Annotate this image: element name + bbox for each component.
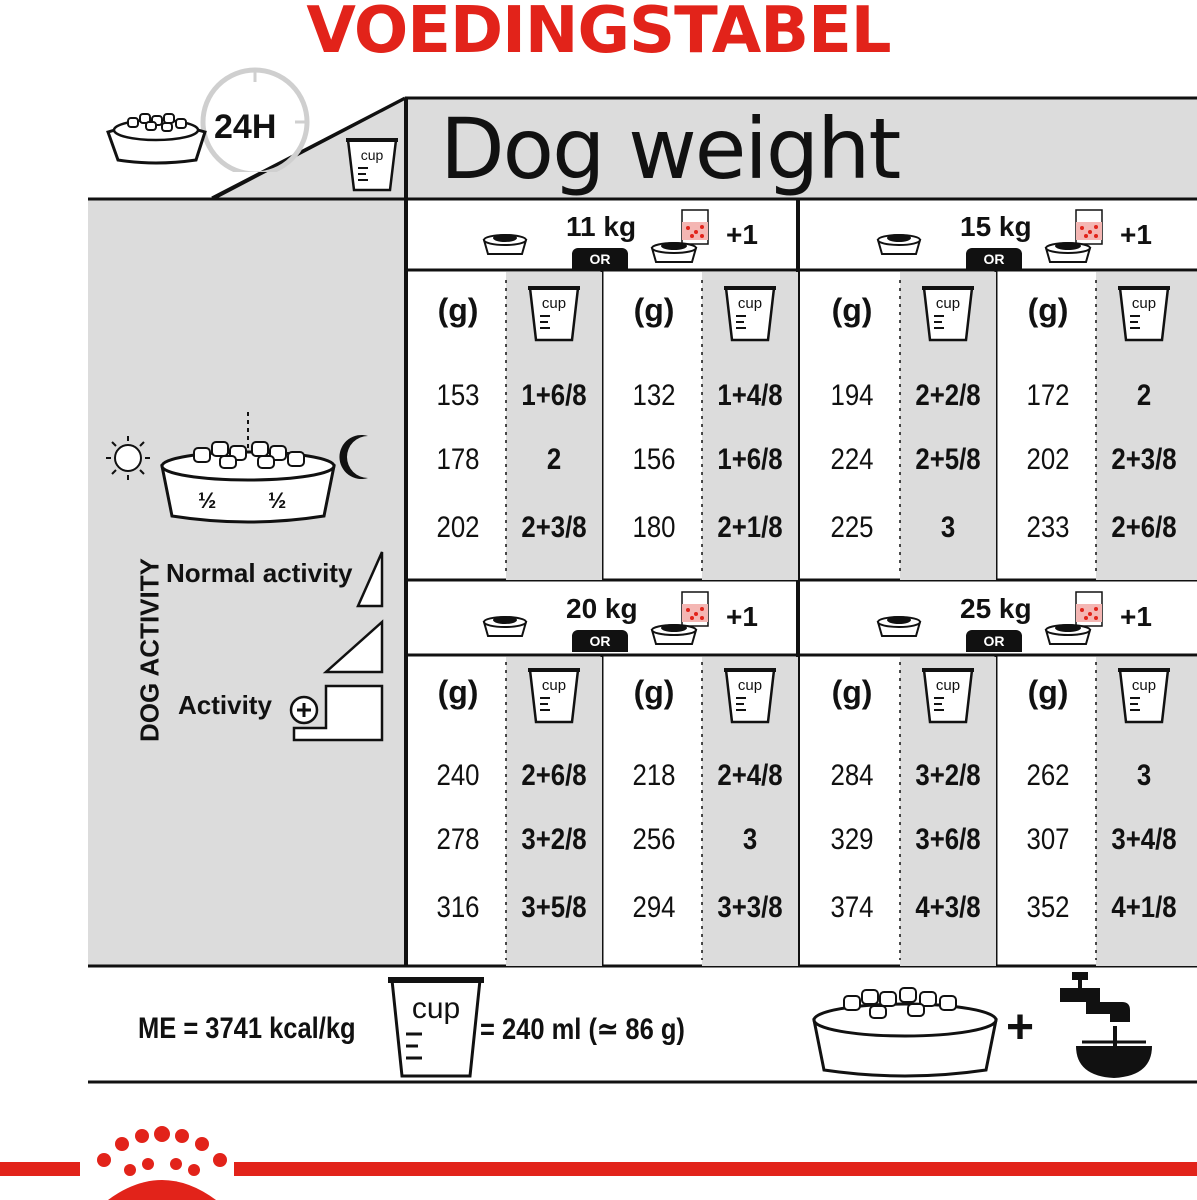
cups-cell: 4+3/8	[915, 891, 981, 924]
normal-activity-label: Normal activity	[166, 558, 353, 588]
grams-cell: 329	[830, 823, 874, 856]
grams-cell: 233	[1026, 511, 1070, 544]
duration-label: 24H	[214, 108, 277, 146]
cup-icon	[722, 662, 778, 726]
grams-cell: 178	[436, 443, 480, 476]
svg-text:cup: cup	[1131, 295, 1157, 312]
grams-cell: 172	[1026, 379, 1070, 412]
cups-cell: 3+2/8	[521, 823, 587, 856]
cups-cell: 1+4/8	[717, 379, 783, 412]
cup-icon	[526, 280, 582, 344]
or-badge: OR	[572, 248, 628, 270]
cup-icon	[920, 280, 976, 344]
cups-cell: 3+3/8	[717, 891, 783, 924]
grams-cell: 180	[632, 511, 676, 544]
cups-cell: 2+2/8	[915, 379, 981, 412]
cup-icon	[344, 134, 400, 194]
grams-header: (g)	[1027, 674, 1069, 710]
cups-cell: 3	[1136, 759, 1152, 792]
svg-text:cup: cup	[541, 677, 567, 694]
grams-cell: 218	[632, 759, 676, 792]
cups-cell: 2+4/8	[717, 759, 783, 792]
cup-icon	[526, 662, 582, 726]
grams-header: (g)	[831, 674, 873, 710]
grams-cell: 316	[436, 891, 480, 924]
cups-cell: 2	[546, 443, 562, 476]
crown-logo-icon	[97, 1126, 227, 1200]
dry-food-bowl-icon	[480, 228, 530, 256]
or-badge: OR	[572, 630, 628, 652]
cup-equivalence: = 240 ml (≃ 86 g)	[480, 1013, 685, 1046]
grams-cell: 132	[632, 379, 676, 412]
grams-header: (g)	[437, 674, 479, 710]
brand-bar	[0, 1120, 1197, 1200]
svg-text:cup: cup	[737, 295, 763, 312]
grams-header: (g)	[437, 292, 479, 328]
footer-plus: +	[1006, 1001, 1035, 1054]
cups-cell: 3	[742, 823, 758, 856]
grams-cell: 284	[830, 759, 874, 792]
cup-icon	[1116, 280, 1172, 344]
cups-cell: 3+6/8	[915, 823, 981, 856]
activity-level-icons	[282, 548, 388, 748]
daily-bowl-icon	[100, 62, 320, 172]
grams-header: (g)	[633, 292, 675, 328]
grams-header: (g)	[831, 292, 873, 328]
page-title: VOEDINGSTABEL	[306, 0, 891, 68]
grams-cell: 294	[632, 891, 676, 924]
cup-label: cup	[360, 147, 384, 163]
wet-pouch-count: +1	[726, 601, 758, 632]
cups-cell: 2+6/8	[521, 759, 587, 792]
wet-food-bowl-icon	[650, 590, 712, 646]
cups-cell: 2+1/8	[717, 511, 783, 544]
grams-cell: 256	[632, 823, 676, 856]
grams-cell: 153	[436, 379, 480, 412]
svg-text:cup: cup	[1131, 677, 1157, 694]
wet-food-bowl-icon	[650, 208, 712, 264]
bowl-and-water-icon	[810, 970, 1190, 1082]
cups-cell: 2+3/8	[521, 511, 587, 544]
cups-cell: 2+3/8	[1111, 443, 1177, 476]
cups-cell: 3+2/8	[915, 759, 981, 792]
weight-label: 11 kg	[566, 211, 637, 242]
or-badge: OR	[966, 630, 1022, 652]
wet-pouch-count: +1	[1120, 601, 1152, 632]
weight-label: 20 kg	[566, 593, 638, 624]
cups-cell: 3+5/8	[521, 891, 587, 924]
high-activity-label: Activity	[178, 690, 272, 720]
grams-cell: 194	[830, 379, 874, 412]
grams-cell: 202	[1026, 443, 1070, 476]
wet-pouch-count: +1	[726, 219, 758, 250]
day-night-bowl-icon	[98, 408, 368, 538]
cups-cell: 3+4/8	[1111, 823, 1177, 856]
dry-food-bowl-icon	[480, 610, 530, 638]
wet-food-bowl-icon	[1044, 208, 1106, 264]
cups-cell: 1+6/8	[521, 379, 587, 412]
half-right-label: ½	[268, 488, 287, 513]
svg-text:cup: cup	[935, 677, 961, 694]
cup-icon	[920, 662, 976, 726]
grams-cell: 307	[1026, 823, 1070, 856]
cups-cell: 2+5/8	[915, 443, 981, 476]
column-title: Dog weight	[440, 100, 900, 198]
cups-cell: 4+1/8	[1111, 891, 1177, 924]
grams-cell: 225	[830, 511, 874, 544]
grams-cell: 224	[830, 443, 874, 476]
grams-cell: 240	[436, 759, 480, 792]
grams-header: (g)	[1027, 292, 1069, 328]
svg-text:cup: cup	[541, 295, 567, 312]
grams-cell: 202	[436, 511, 480, 544]
grams-cell: 278	[436, 823, 480, 856]
cups-cell: 2	[1136, 379, 1152, 412]
cup-icon-large	[386, 972, 486, 1082]
footer-cup-label: cup	[411, 992, 461, 1025]
svg-text:cup: cup	[737, 677, 763, 694]
activity-axis-label: DOG ACTIVITY	[134, 558, 165, 742]
grams-cell: 156	[632, 443, 676, 476]
grams-cell: 262	[1026, 759, 1070, 792]
cups-cell: 1+6/8	[717, 443, 783, 476]
weight-label: 25 kg	[960, 593, 1032, 624]
cups-cell: 2+6/8	[1111, 511, 1177, 544]
cup-icon	[1116, 662, 1172, 726]
cup-icon	[722, 280, 778, 344]
cups-cell: 3	[940, 511, 956, 544]
grams-cell: 352	[1026, 891, 1070, 924]
or-badge: OR	[966, 248, 1022, 270]
grams-cell: 374	[830, 891, 874, 924]
grams-header: (g)	[633, 674, 675, 710]
half-left-label: ½	[198, 488, 217, 513]
wet-food-bowl-icon	[1044, 590, 1106, 646]
dry-food-bowl-icon	[874, 228, 924, 256]
dry-food-bowl-icon	[874, 610, 924, 638]
energy-value: ME = 3741 kcal/kg	[138, 1012, 356, 1045]
svg-text:cup: cup	[935, 295, 961, 312]
weight-label: 15 kg	[960, 211, 1032, 242]
wet-pouch-count: +1	[1120, 219, 1152, 250]
